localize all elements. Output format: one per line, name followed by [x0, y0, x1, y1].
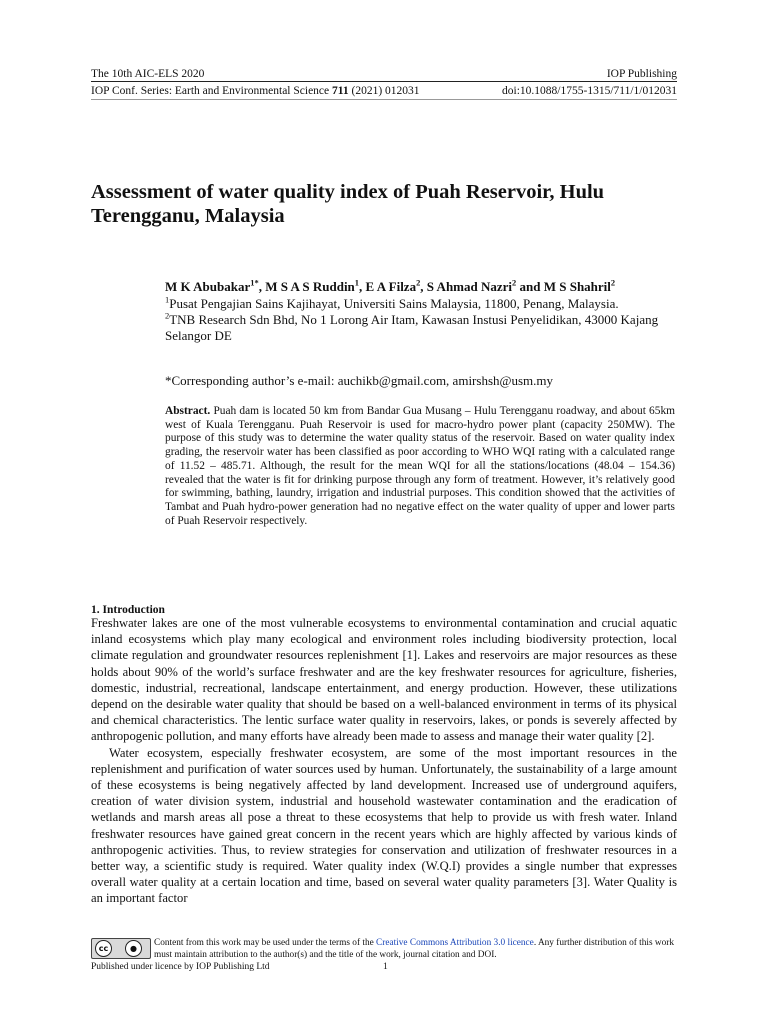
- published-by: Published under licence by IOP Publishing Ltd: [91, 962, 270, 972]
- cc-by-badge[interactable]: [91, 938, 151, 959]
- license-after: . Any further distribution of this work must maintain attribution to the author(s) and the title of the work, journal citation and DOI.: [154, 938, 675, 960]
- section-heading: 1. Introduction: [91, 604, 165, 616]
- conference-name: The 10th AIC-ELS 2020: [91, 68, 205, 80]
- affiliation-2: [165, 312, 685, 344]
- publisher-name: IOP Publishing: [606, 68, 677, 80]
- license-link[interactable]: Creative Commons Attribution 3.0 licence: [376, 938, 534, 948]
- affiliation-text: Pusat Pengajian Sains Kajihayat, Universiti Sains Malaysia, 11800, Penang, Malaysia.: [169, 296, 619, 311]
- author-sup: 2: [512, 277, 517, 288]
- person-icon: ●: [125, 940, 142, 957]
- paragraph: Water ecosystem, especially freshwater ecosystem, are some of the most important resources in the replenishment and purification of water sources used by human. Unfortunately, the sustainability of a large amount of these ecosystems is being negatively affected by land development. Increased use of underground aquifers, creation of water division system, industrial and household wastewater contamination and the eradication of wetlands and marsh areas all pose a threat to these ecosystems that help to provide us with fresh water. Inland freshwater resources have gained great concern in the recent years which are highly affected by various kinds of anthropogenic activities. Thus, to review strategies for conservation and utilization of freshwater resources in a better way, a scientific study is required. Water quality index (W.Q.I) provides a single number that expresses overall water quality at a certain location and time, based on several water quality parameters [3]. Water Quality is an important factor: [91, 745, 677, 906]
- page-number: 1: [383, 962, 388, 972]
- author-sup: 1*: [250, 277, 259, 288]
- license-text: [154, 937, 678, 961]
- header-rule: [91, 81, 677, 82]
- affiliation-text: TNB Research Sdn Bhd, No 1 Lorong Air Itam, Kawasan Instusi Penyelidikan, 43000 Kajang Selangor DE: [165, 312, 659, 343]
- affiliation-1: [165, 296, 685, 312]
- volume-number: 711: [332, 85, 349, 97]
- series-citation: [91, 84, 420, 98]
- author-name: , M S A S Ruddin: [258, 279, 355, 294]
- paragraph: Freshwater lakes are one of the most vulnerable ecosystems to environmental contamination and crucial aquatic inland ecosystems which play many ecological and environment roles including biodiversity protection, local climate regulation and groundwater resources replenishment [1]. Lakes and reservoirs are major resources as these holds about 90% of the world’s surface freshwater and are the key freshwater resources for agriculture, fisheries, domestic, industrial, recreational, landscape entertainment, and energy production. However, these utilizations depend on the desirable water quality that should be based on a well-balanced environment in terms of its physical and chemical characteristics. The lentic surface water quality in reservoirs, lakes, or ponds is severely affected by anthropogenic pollution, and many efforts have already been made to assess and manage their water quality [2].: [91, 616, 677, 744]
- paper-title: Assessment of water quality index of Puah Reservoir, Hulu Terengganu, Malaysia: [91, 181, 605, 227]
- author-first: M K Abubakar: [165, 279, 251, 294]
- body-text: [91, 615, 677, 907]
- license-before: Content from this work may be used under the terms of the: [154, 938, 377, 948]
- author-list: [165, 279, 615, 295]
- author-name: , E A Filza: [359, 279, 417, 294]
- cc-icon: cc: [95, 940, 112, 957]
- abstract: [165, 405, 675, 528]
- affiliation-sup: 2: [165, 310, 170, 321]
- series-name: IOP Conf. Series: Earth and Environmental Science: [91, 85, 333, 97]
- abstract-text: Puah dam is located 50 km from Bandar Gua Musang – Hulu Terengganu roadway, and about 65km west of Kuala Terengganu. Puah Reservoir is used for macro-hydro power plant (capacity 250MW). The purpose of this study was to determine the water quality status of the reservoir. Based on water quality index grading, the reservoir water has been classified as poor according to WHO WQI rating with a calculated range of 11.52 – 485.71. Although, the result for the mean WQI for all the stations/locations (48.04 – 154.36) revealed that the water is fit for drinking purpose through any form of treatment. However, it’s relatively good for swimming, bathing, laundry, irrigation and industrial purposes. This condition showed that the activities of Tambat and Puah hydro-power generation had no negative effect on the water quality of upper and lower parts of Puah Reservoir respectively.: [165, 405, 675, 527]
- affiliation-sup: 1: [165, 294, 170, 305]
- year-article: (2021) 012031: [348, 85, 420, 97]
- author-name: and M S Shahril: [516, 279, 611, 294]
- abstract-label: Abstract.: [165, 405, 211, 417]
- author-sup: 2: [610, 277, 616, 288]
- corresponding-author: *Corresponding author’s e-mail: auchikb@gmail.com, amirshsh@usm.my: [165, 373, 554, 388]
- author-sup: 1: [354, 277, 360, 288]
- doi[interactable]: doi:10.1088/1755-1315/711/1/012031: [502, 85, 677, 97]
- header-rule-bottom: [91, 99, 677, 100]
- author-sup: 2: [416, 277, 421, 288]
- author-name: , S Ahmad Nazri: [420, 279, 513, 294]
